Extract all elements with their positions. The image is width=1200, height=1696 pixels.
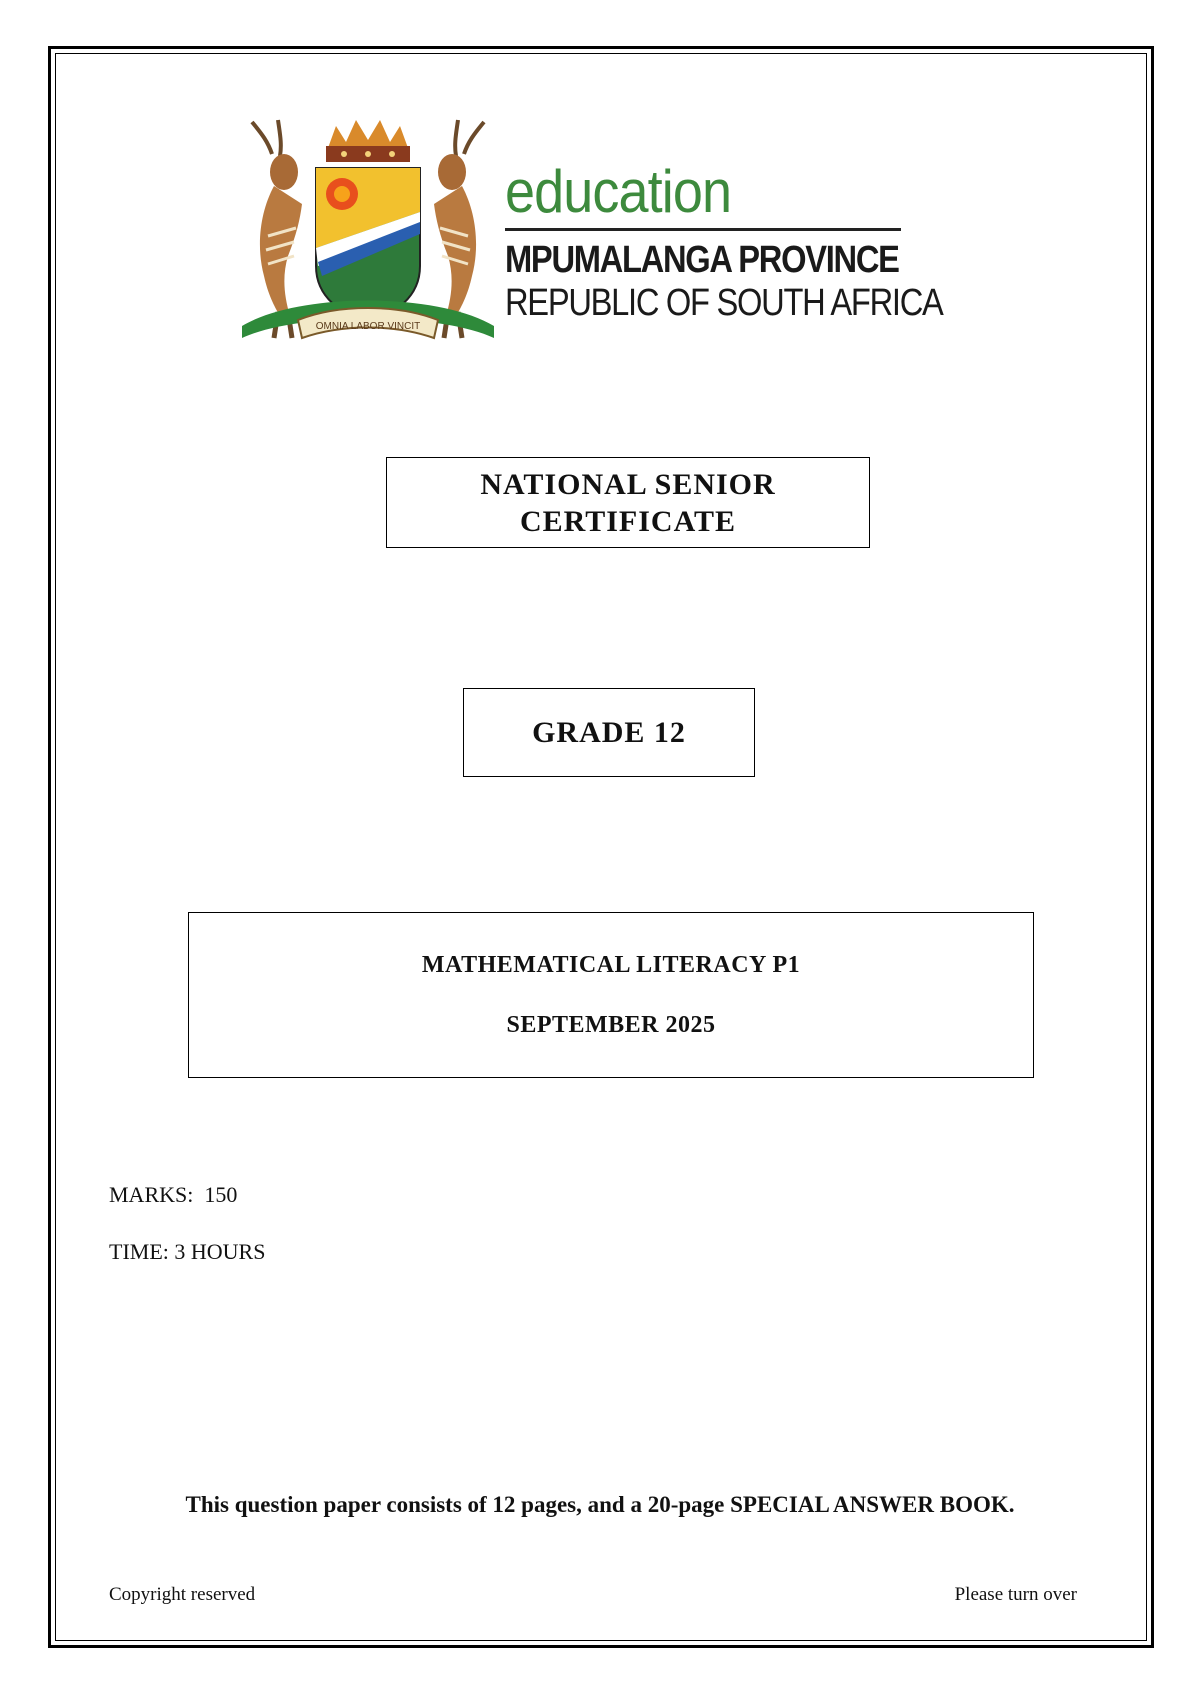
- kudu-right-figure: [434, 120, 484, 338]
- coat-of-arms-logo: [238, 116, 498, 360]
- grade-label: GRADE 12: [532, 715, 686, 749]
- nsc-title-line1: NATIONAL SENIOR: [480, 467, 776, 501]
- exam-date: SEPTEMBER 2025: [506, 1011, 716, 1038]
- subject-title: MATHEMATICAL LITERACY P1: [421, 951, 801, 978]
- kudu-left-figure: [252, 120, 302, 338]
- grade-box: [463, 688, 755, 777]
- marks-label: MARKS: 150: [109, 1182, 238, 1207]
- crest-motto: OMNIA LABOR VINCIT: [315, 321, 421, 332]
- subject-box: [188, 912, 1034, 1078]
- shield-figure: [316, 168, 420, 322]
- brand-education: education: [505, 158, 732, 225]
- brand-block: [505, 158, 943, 324]
- page-count-notice: This question paper consists of 12 pages, and a 20-page SPECIAL ANSWER BOOK.: [185, 1492, 1015, 1517]
- brand-divider: [505, 228, 901, 231]
- nsc-title-line2: CERTIFICATE: [519, 504, 737, 538]
- nsc-title-box: [386, 457, 870, 548]
- footer-turn-over: Please turn over: [954, 1584, 1077, 1605]
- crown-figure: [326, 120, 410, 162]
- brand-country: REPUBLIC OF SOUTH AFRICA: [505, 281, 943, 324]
- brand-province: MPUMALANGA PROVINCE: [505, 239, 899, 281]
- footer-copyright: Copyright reserved: [109, 1584, 256, 1605]
- time-label: TIME: 3 HOURS: [109, 1239, 266, 1264]
